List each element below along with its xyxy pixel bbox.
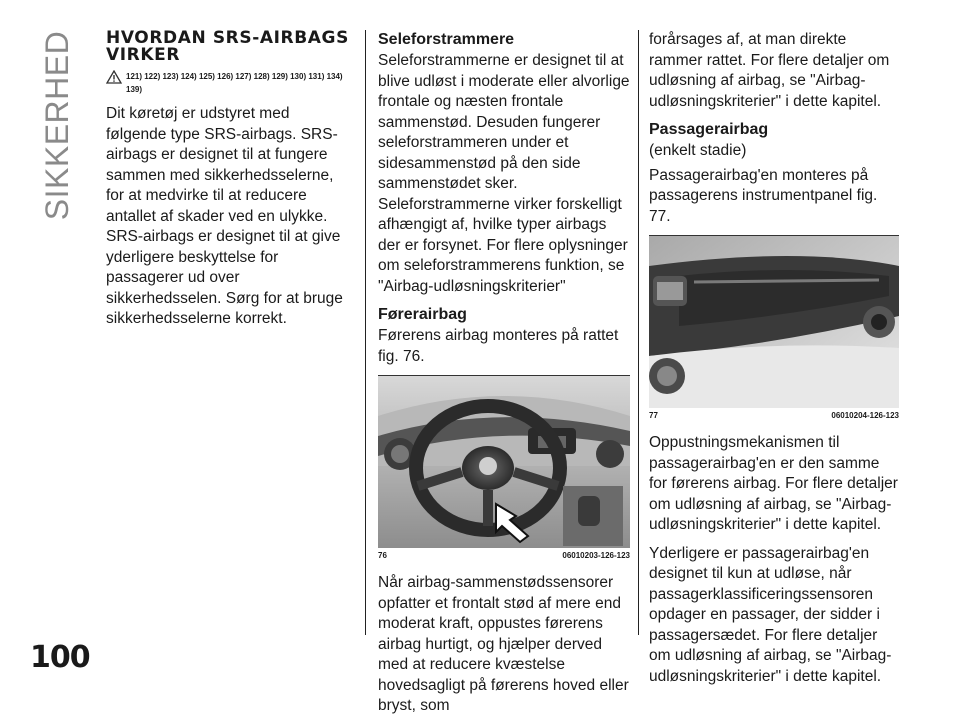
passenger-airbag-heading: Passagerairbag [649, 121, 769, 138]
inflation-paragraph: Oppustningsmekanismen til passagerairbag'en er den samme for førerens airbag. For flere detaljer om udløsning af airbag, se "Airbag-udløsningskriterier" i dette kapitel. [649, 434, 898, 533]
pretensioners-heading: Seleforstrammere [378, 31, 515, 48]
figure-caption [378, 548, 630, 561]
column-2 [378, 30, 630, 725]
reference-numbers: 121) 122) 123) 124) 125) 126) 127) 128) 129) 130) 131) 134) 139) [126, 72, 343, 94]
steering-wheel-photo [378, 376, 630, 548]
column-divider [365, 30, 366, 635]
passenger-dashboard-photo [649, 236, 899, 408]
warning-references [106, 70, 350, 96]
deploy-paragraph: Når airbag-sammenstødssensorer opfatter et frontalt stød af mere end moderat kraft, oppustes førerens airbag hurtigt, og hjælper derved med at reducere kvæstelse hovedsagligt på førerens hoved eller bryst, som [378, 574, 629, 714]
continuation-paragraph: forårsages af, at man direkte rammer rattet. For flere detaljer om udløsning af airbag, se "Airbag-udløsningskriterier" i dette kapitel. [649, 31, 890, 110]
chapter-title: SIKKERHED [39, 30, 76, 220]
classification-paragraph: Yderligere er passagerairbag'en designet til kun at udløse, når passagerklassificeringssensoren opdager en passager, der sidder i passagersædet. For flere detaljer om udløsning af airbag, se "Airbag-udløsningskriterier" i dette kapitel. [649, 544, 892, 685]
driver-airbag-paragraph: Førerens airbag monteres på rattet fig. 76. [378, 327, 619, 365]
column-1 [106, 30, 350, 338]
warning-triangle-icon [106, 70, 122, 84]
intro-paragraph: Dit køretøj er udstyret med følgende type SRS-airbags. SRS-airbags er designet til at fungere sammen med sikkerhedsselerne, for at medvirke til at reducere antallet af skader ved en ulykke. SRS-airbags er designet til at give yderligere beskyttelse for passagerer ud over sikkerhedsselen. Sørg for at bruge sikkerhedsselerne korrekt. [106, 105, 343, 327]
column-divider [638, 30, 639, 635]
figure-caption [649, 408, 899, 421]
page-number: 100 [30, 640, 90, 675]
chapter-sidebar-title [34, 30, 82, 220]
figure-code: 06010203-126-123 [562, 551, 630, 560]
section-heading: HVORDAN SRS-AIRBAGS VIRKER [106, 28, 349, 65]
figure-number: 76 [378, 551, 387, 560]
figure-number: 77 [649, 411, 658, 420]
figure-76 [378, 375, 630, 561]
driver-airbag-heading: Førerairbag [378, 306, 467, 323]
figure-code: 06010204-126-123 [831, 411, 899, 420]
pretensioners-paragraph: Seleforstrammerne er designet til at blive udløst i moderate eller alvorlige frontale og næsten frontale sammenstød. Desuden fungerer seleforstrammeren under et sidesammenstød på den side sammenstødet sker. Seleforstrammerne virker forskelligt afhængigt af, hvilke typer airbags der er forsynet. For flere oplysninger om seleforstrammerens funktion, se "Airbag-udløsningskriterier" [378, 52, 630, 295]
passenger-airbag-paragraph: Passagerairbag'en monteres på passagerens instrumentpanel fig. 77. [649, 166, 878, 225]
passenger-airbag-subheading: (enkelt stadie) [649, 142, 747, 159]
column-3 [649, 30, 899, 695]
figure-77 [649, 235, 899, 421]
